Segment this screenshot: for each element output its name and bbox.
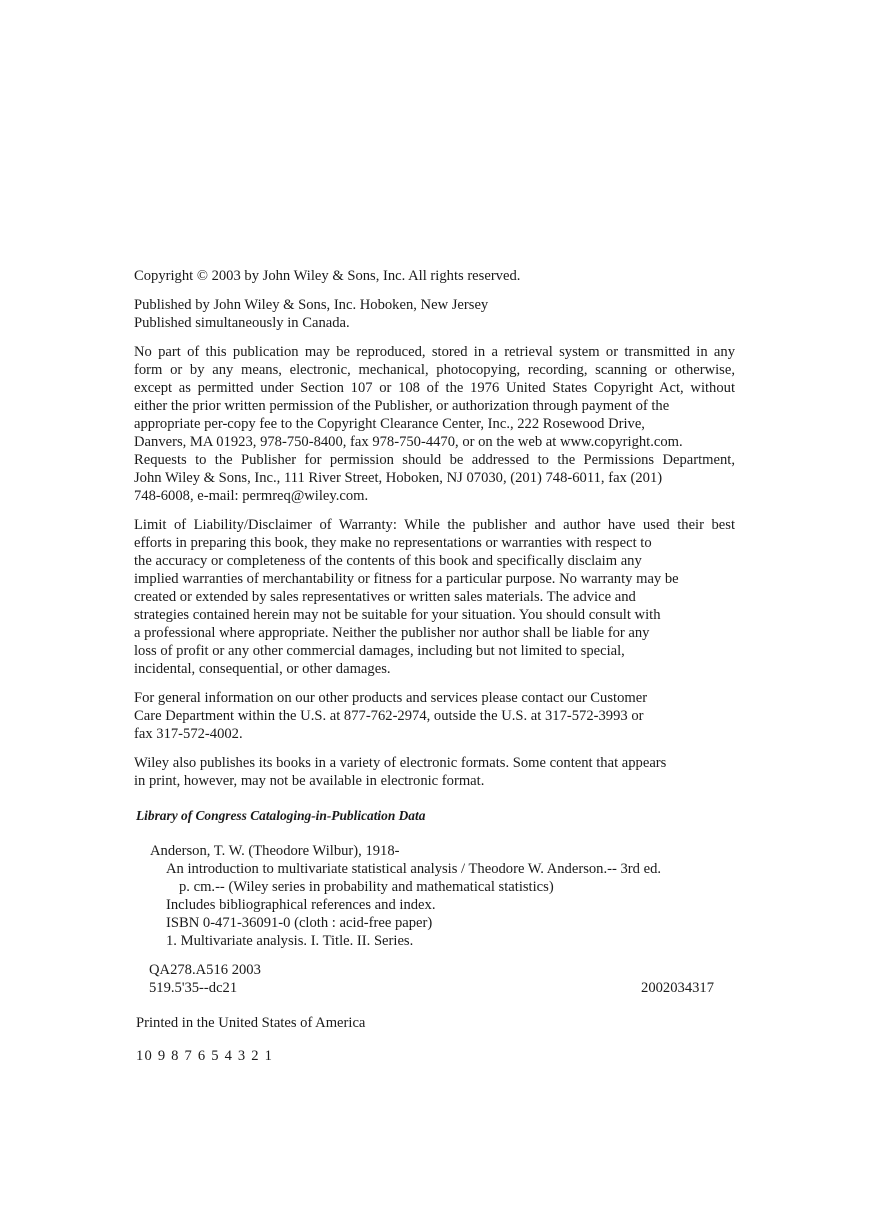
permissions-line: Danvers, MA 01923, 978-750-8400, fax 978-750-4470, or on the web at www.copyright.com.: [134, 434, 683, 450]
printed-in-line: Printed in the United States of America: [136, 1015, 366, 1031]
disclaimer-line: incidental, consequential, or other damages.: [134, 661, 391, 677]
general-info-line: fax 317-572-4002.: [134, 726, 243, 742]
dewey-number: 519.5'35--dc21: [149, 980, 238, 996]
permissions-line: 748-6008, e-mail: permreq@wiley.com.: [134, 488, 369, 504]
cip-series: p. cm.-- (Wiley series in probability and mathematical statistics): [179, 879, 554, 895]
general-info-line: For general information on our other products and services please contact our Customer: [134, 690, 648, 706]
printer-key: 10 9 8 7 6 5 4 3 2 1: [136, 1048, 274, 1064]
disclaimer-line: strategies contained herein may not be suitable for your situation. You should consult with: [134, 607, 661, 623]
cip-heading: Library of Congress Cataloging-in-Publication Data: [136, 808, 426, 823]
disclaimer-line: efforts in preparing this book, they make no representations or warranties with respect to: [134, 535, 652, 551]
disclaimer-line: implied warranties of merchantability or fitness for a particular purpose. No warranty may be: [134, 571, 679, 587]
permissions-line: appropriate per-copy fee to the Copyright Clearance Center, Inc., 222 Rosewood Drive,: [134, 416, 645, 432]
permissions-line: either the prior written permission of the Publisher, or authorization through payment of the: [134, 398, 670, 414]
cip-isbn: ISBN 0-471-36091-0 (cloth : acid-free paper): [166, 915, 433, 931]
copyright-line: Copyright © 2003 by John Wiley & Sons, Inc. All rights reserved.: [134, 268, 521, 284]
electronic-line: in print, however, may not be available in electronic format.: [134, 773, 485, 789]
permissions-line: John Wiley & Sons, Inc., 111 River Street, Hoboken, NJ 07030, (201) 748-6011, fax (201): [134, 470, 663, 486]
disclaimer-line: created or extended by sales representatives or written sales materials. The advice and: [134, 589, 636, 605]
cip-title: An introduction to multivariate statistical analysis / Theodore W. Anderson.-- 3rd ed.: [166, 861, 662, 877]
cip-author: Anderson, T. W. (Theodore Wilbur), 1918-: [150, 843, 400, 859]
permissions-line: No part of this publication may be reproduced, stored in a retrieval system or transmitted in any: [134, 344, 735, 360]
lccn: 2002034317: [641, 980, 714, 996]
disclaimer-line: Limit of Liability/Disclaimer of Warranty: While the publisher and author have used their best: [134, 517, 735, 533]
electronic-line: Wiley also publishes its books in a variety of electronic formats. Some content that appears: [134, 755, 667, 771]
disclaimer-line: the accuracy or completeness of the contents of this book and specifically disclaim any: [134, 553, 642, 569]
cip-bibliography: Includes bibliographical references and index.: [166, 897, 436, 913]
permissions-line: except as permitted under Section 107 or 108 of the 1976 United States Copyright Act, without: [134, 380, 735, 396]
permissions-line: Requests to the Publisher for permission should be addressed to the Permissions Department,: [134, 452, 735, 468]
canada-line: Published simultaneously in Canada.: [134, 315, 350, 331]
lc-call-number: QA278.A516 2003: [149, 962, 261, 978]
cip-subjects: 1. Multivariate analysis. I. Title. II. Series.: [166, 933, 414, 949]
permissions-line: form or by any means, electronic, mechanical, photocopying, recording, scanning or otherwise,: [134, 362, 735, 378]
general-info-line: Care Department within the U.S. at 877-762-2974, outside the U.S. at 317-572-3993 or: [134, 708, 644, 724]
disclaimer-line: loss of profit or any other commercial damages, including but not limited to special,: [134, 643, 625, 659]
publisher-line: Published by John Wiley & Sons, Inc. Hoboken, New Jersey: [134, 297, 489, 313]
disclaimer-line: a professional where appropriate. Neither the publisher nor author shall be liable for any: [134, 625, 650, 641]
